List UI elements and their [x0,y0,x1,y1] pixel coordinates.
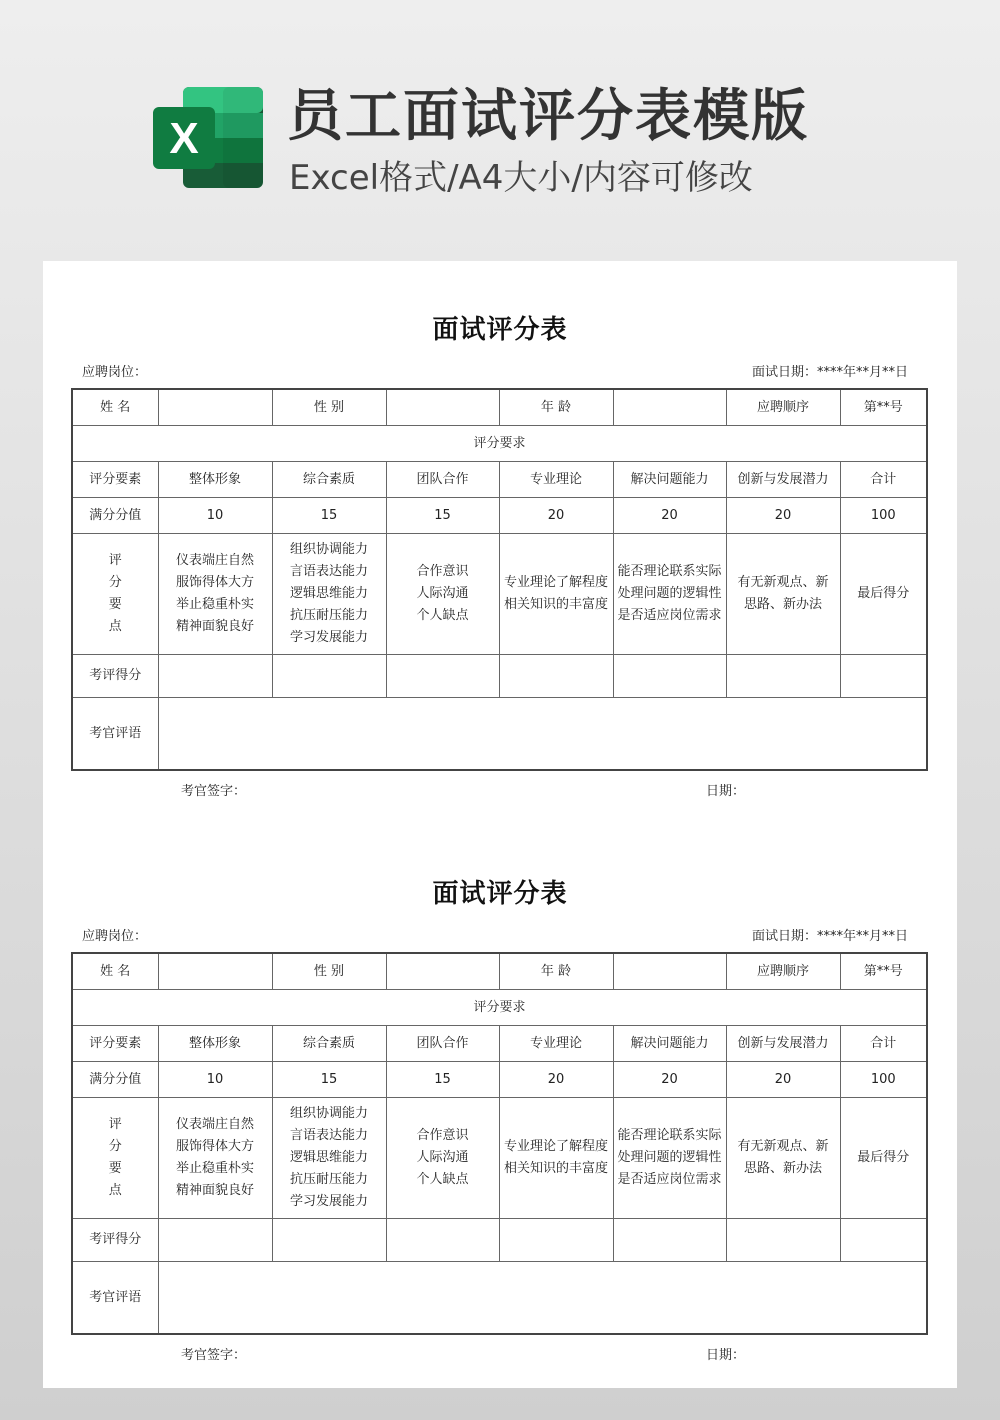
requirements-header: 评分要求 [72,990,927,1026]
element-cell: 综合素质 [272,1026,386,1062]
score-label: 考评得分 [72,655,158,698]
fullscore-cell: 100 [840,498,927,534]
hero-banner [0,0,1000,260]
element-cell: 整体形象 [158,462,272,498]
fullscore-cell: 满分分值 [72,498,158,534]
points-innovation: 有无新观点、新 思路、新办法 [726,534,840,655]
table-row-score [72,655,927,698]
score-cell[interactable] [726,655,840,698]
element-cell: 专业理论 [499,1026,613,1062]
interview-form [43,261,957,821]
interview-date[interactable]: 面试日期：****年**月**日 [751,929,908,944]
points-team: 合作意识 人际沟通 个人缺点 [386,1098,499,1219]
fullscore-cell: 15 [386,1062,499,1098]
points-label: 评 分 要 点 [72,534,158,655]
form-title: 面试评分表 [432,879,568,909]
points-team: 合作意识 人际沟通 个人缺点 [386,534,499,655]
gender-cell[interactable] [386,389,499,426]
name-cell[interactable] [158,953,272,990]
score-cell[interactable] [840,1219,927,1262]
table-row-remark [72,698,927,771]
order-cell[interactable]: 第**号 [840,389,927,426]
paper-sheet [43,261,957,1388]
table-row-score [72,1219,927,1262]
points-total: 最后得分 [840,534,927,655]
points-quality: 组织协调能力 言语表达能力 逻辑思维能力 抗压耐压能力 学习发展能力 [272,1098,386,1219]
score-cell[interactable] [613,655,726,698]
name-label: 姓 名 [72,389,158,426]
fullscore-cell: 20 [613,1062,726,1098]
element-cell: 整体形象 [158,1026,272,1062]
table-row-info [72,953,927,990]
score-cell[interactable] [272,1219,386,1262]
remark-cell[interactable] [158,698,927,771]
table-row-requirements [72,990,927,1026]
score-table [71,952,928,1335]
name-cell[interactable] [158,389,272,426]
table-row-info [72,389,927,426]
element-cell: 合计 [840,1026,927,1062]
position-label[interactable]: 应聘岗位： [82,929,148,944]
score-table [71,388,928,771]
table-row-points [72,534,927,655]
score-cell[interactable] [386,655,499,698]
score-cell[interactable] [499,1219,613,1262]
element-cell: 解决问题能力 [613,1026,726,1062]
requirements-header: 评分要求 [72,426,927,462]
points-image: 仪表端庄自然 服饰得体大方 举止稳重朴实 精神面貌良好 [158,1098,272,1219]
form-title: 面试评分表 [432,315,568,345]
element-cell: 专业理论 [499,462,613,498]
gender-label: 性 别 [272,953,386,990]
table-row-points [72,1098,927,1219]
score-cell[interactable] [158,655,272,698]
points-total: 最后得分 [840,1098,927,1219]
element-cell: 评分要素 [72,1026,158,1062]
score-cell[interactable] [499,655,613,698]
signature-label[interactable]: 考官签字： [181,1348,247,1363]
score-cell[interactable] [840,655,927,698]
points-theory: 专业理论了解程度 相关知识的丰富度 [499,534,613,655]
score-cell[interactable] [158,1219,272,1262]
fullscore-cell: 15 [272,498,386,534]
page-title: 员工面试评分表模版 [287,84,809,149]
points-problem: 能否理论联系实际 处理问题的逻辑性 是否适应岗位需求 [613,1098,726,1219]
sign-date-label[interactable]: 日期： [706,1348,746,1363]
score-label: 考评得分 [72,1219,158,1262]
signature-label[interactable]: 考官签字： [181,784,247,799]
fullscore-cell: 20 [499,498,613,534]
table-row-requirements [72,426,927,462]
gender-label: 性 别 [272,389,386,426]
fullscore-cell: 20 [613,498,726,534]
table-row-fullscore [72,498,927,534]
element-cell: 创新与发展潜力 [726,462,840,498]
excel-logo-icon [153,87,263,188]
points-theory: 专业理论了解程度 相关知识的丰富度 [499,1098,613,1219]
score-cell[interactable] [613,1219,726,1262]
interview-date[interactable]: 面试日期：****年**月**日 [751,365,908,380]
fullscore-cell: 15 [272,1062,386,1098]
age-label: 年 龄 [499,953,613,990]
remark-label: 考官评语 [72,1262,158,1335]
points-quality: 组织协调能力 言语表达能力 逻辑思维能力 抗压耐压能力 学习发展能力 [272,534,386,655]
points-image: 仪表端庄自然 服饰得体大方 举止稳重朴实 精神面貌良好 [158,534,272,655]
svg-text:X: X [169,114,199,163]
table-row-elements [72,462,927,498]
table-row-elements [72,1026,927,1062]
position-label[interactable]: 应聘岗位： [82,365,148,380]
order-label: 应聘顺序 [726,389,840,426]
element-cell: 合计 [840,462,927,498]
interview-form [43,825,957,1385]
points-innovation: 有无新观点、新 思路、新办法 [726,1098,840,1219]
score-cell[interactable] [726,1219,840,1262]
age-cell[interactable] [613,389,726,426]
table-row-fullscore [72,1062,927,1098]
order-label: 应聘顺序 [726,953,840,990]
element-cell: 创新与发展潜力 [726,1026,840,1062]
fullscore-cell: 20 [726,498,840,534]
fullscore-cell: 10 [158,1062,272,1098]
element-cell: 解决问题能力 [613,462,726,498]
score-cell[interactable] [386,1219,499,1262]
element-cell: 综合素质 [272,462,386,498]
order-cell[interactable]: 第**号 [840,953,927,990]
table-row-remark [72,1262,927,1335]
fullscore-cell: 10 [158,498,272,534]
sign-date-label[interactable]: 日期： [706,784,746,799]
fullscore-cell: 20 [726,1062,840,1098]
fullscore-cell: 20 [499,1062,613,1098]
name-label: 姓 名 [72,953,158,990]
element-cell: 团队合作 [386,1026,499,1062]
remark-label: 考官评语 [72,698,158,771]
points-problem: 能否理论联系实际 处理问题的逻辑性 是否适应岗位需求 [613,534,726,655]
age-cell[interactable] [613,953,726,990]
age-label: 年 龄 [499,389,613,426]
fullscore-cell: 满分分值 [72,1062,158,1098]
page-subtitle: Excel格式/A4大小/内容可修改 [289,158,753,198]
gender-cell[interactable] [386,953,499,990]
remark-cell[interactable] [158,1262,927,1335]
fullscore-cell: 100 [840,1062,927,1098]
fullscore-cell: 15 [386,498,499,534]
element-cell: 评分要素 [72,462,158,498]
score-cell[interactable] [272,655,386,698]
points-label: 评 分 要 点 [72,1098,158,1219]
element-cell: 团队合作 [386,462,499,498]
